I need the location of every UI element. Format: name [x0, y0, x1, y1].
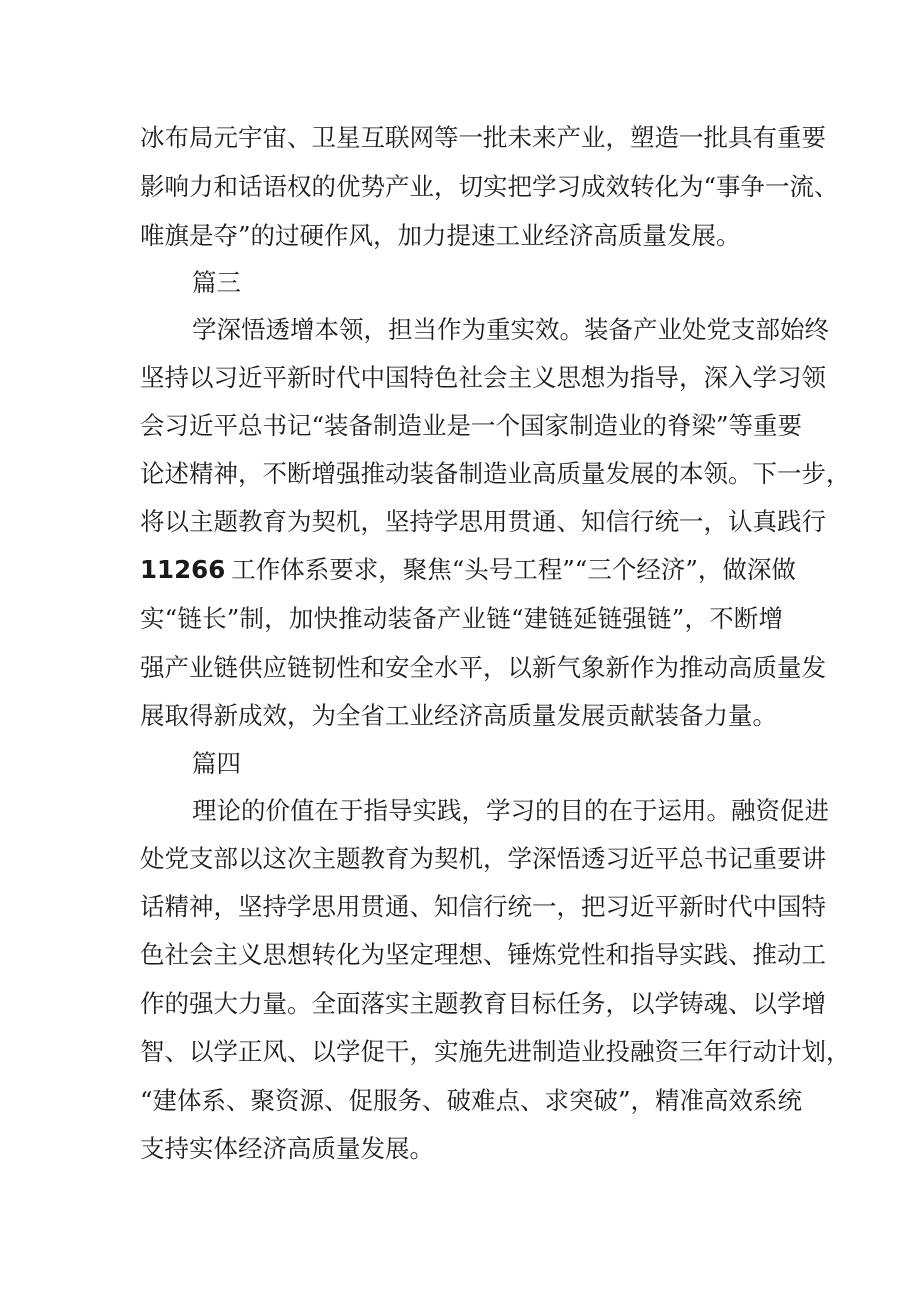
paragraph-line: 理论的价值在于指导实践，学习的目的在于运用。融资促进 — [192, 796, 829, 825]
paragraph-line: 智、以学正风、以学促干，实施先进制造业投融资三年行动计划， — [140, 1037, 851, 1066]
section-heading-3: 篇三 — [192, 268, 241, 297]
paragraph-line: 实“链长”制，加快推动装备产业链“建链延链强链”，不断增 — [140, 604, 783, 633]
paragraph-line: 冰布局元宇宙、卫星互联网等一批未来产业，塑造一批具有重要 — [140, 123, 826, 152]
paragraph-line-with-number — [140, 554, 796, 586]
paragraph-line: 支持实体经济高质量发展。 — [140, 1134, 434, 1163]
section-heading-4: 篇四 — [192, 749, 241, 778]
paragraph-line: 将以主题教育为契机，坚持学思用贯通、知信行统一，认真践行 — [140, 507, 826, 536]
paragraph-line-text: 工作体系要求，聚焦“头号工程”“三个经济”，做深做 — [231, 555, 796, 584]
paragraph-line: 色社会主义思想转化为坚定理想、锤炼党性和指导实践、推动工 — [140, 940, 826, 969]
paragraph-line: 展取得新成效，为全省工业经济高质量发展贡献装备力量。 — [140, 701, 777, 730]
paragraph-line: 坚持以习近平新时代中国特色社会主义思想为指导，深入学习领 — [140, 363, 826, 392]
paragraph-line: 论述精神，不断增强推动装备制造业高质量发展的本领。下一步， — [140, 459, 851, 488]
paragraph-line: 话精神，坚持学思用贯通、知信行统一，把习近平新时代中国特 — [140, 892, 826, 921]
paragraph-line: 处党支部以这次主题教育为契机，学深悟透习近平总书记重要讲 — [140, 844, 826, 873]
system-number: 11266 — [140, 555, 226, 584]
paragraph-line: 影响力和话语权的优势产业，切实把学习成效转化为“事争一流、 — [140, 172, 839, 201]
paragraph-line: 强产业链供应链韧性和安全水平，以新气象新作为推动高质量发 — [140, 653, 826, 682]
paragraph-line: “建体系、聚资源、促服务、破难点、求突破”，精准高效系统 — [140, 1086, 803, 1115]
paragraph-line: 学深悟透增本领，担当作为重实效。装备产业处党支部始终 — [192, 315, 829, 344]
paragraph-line: 会习近平总书记“装备制造业是一个国家制造业的脊梁”等重要 — [140, 411, 803, 440]
paragraph-line: 唯旗是夺”的过硬作风，加力提速工业经济高质量发展。 — [140, 221, 741, 250]
paragraph-line: 作的强大力量。全面落实主题教育目标任务，以学铸魂、以学增 — [140, 989, 826, 1018]
